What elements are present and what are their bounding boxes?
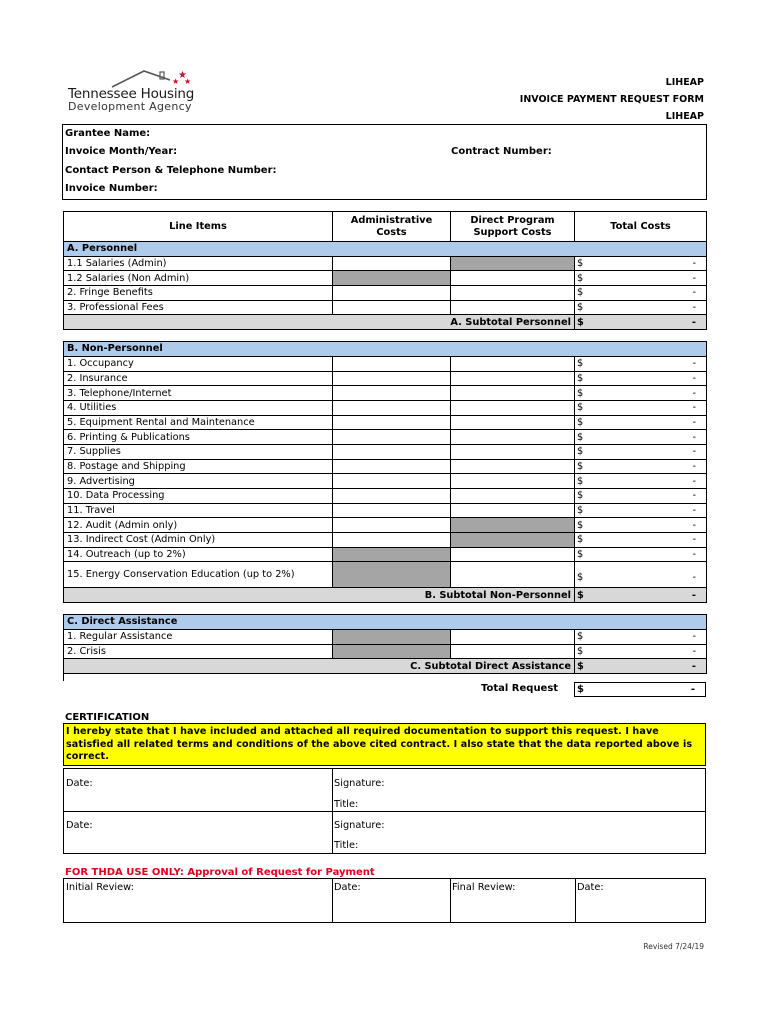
admin-cost-cell — [333, 644, 451, 659]
total-cost-cell[interactable] — [575, 415, 707, 430]
currency-symbol: $ — [577, 490, 584, 502]
signature-field-1[interactable]: Signature: — [334, 778, 385, 789]
admin-cost-cell[interactable] — [333, 533, 451, 548]
admin-cost-cell[interactable] — [333, 503, 451, 518]
admin-cost-cell[interactable] — [333, 286, 451, 301]
total-cost-cell[interactable] — [575, 256, 707, 271]
admin-cost-cell[interactable] — [333, 415, 451, 430]
left-border-rule — [63, 667, 64, 681]
date-field-1[interactable]: Date: — [66, 778, 93, 789]
currency-symbol: $ — [577, 505, 584, 517]
total-cost-cell[interactable] — [575, 474, 707, 489]
total-cost-cell[interactable] — [575, 644, 707, 659]
currency-symbol: $ — [577, 287, 584, 299]
program-cost-cell[interactable] — [451, 386, 575, 401]
table-header-row — [64, 212, 707, 242]
contact-person-label: Contact Person & Telephone Number: — [65, 165, 277, 176]
personnel-subtotal-value[interactable] — [575, 315, 707, 330]
amount-value: - — [692, 416, 696, 428]
title-field-2[interactable]: Title: — [334, 840, 359, 851]
personnel-section-row — [64, 242, 707, 257]
program-cost-cell[interactable] — [451, 415, 575, 430]
header-liheap-bottom: LIHEAP — [665, 111, 704, 122]
personnel-subtotal-label: A. Subtotal Personnel — [64, 315, 575, 330]
line-item-label: 1.2 Salaries (Non Admin) — [64, 271, 333, 286]
signature-field-2[interactable]: Signature: — [334, 820, 385, 831]
amount-value: - — [692, 287, 696, 299]
currency-symbol: $ — [577, 316, 584, 328]
admin-cost-cell — [333, 547, 451, 562]
currency-symbol: $ — [577, 572, 584, 584]
admin-costs-header: Administrative Costs — [333, 212, 451, 242]
contract-number-label: Contract Number: — [451, 146, 552, 157]
table-row — [64, 271, 707, 286]
program-cost-cell[interactable] — [451, 286, 575, 301]
amount-value: - — [692, 490, 696, 502]
program-cost-cell[interactable] — [451, 503, 575, 518]
amount-value: - — [692, 534, 696, 546]
table-row — [64, 533, 707, 548]
program-cost-cell[interactable] — [451, 300, 575, 315]
grantee-name-label: Grantee Name: — [65, 128, 151, 139]
line-item-label: 12. Audit (Admin only) — [64, 518, 333, 533]
line-item-label: 9. Advertising — [64, 474, 333, 489]
amount-value: - — [691, 660, 696, 672]
amount-value: - — [692, 460, 696, 472]
table-row — [64, 256, 707, 271]
total-cost-cell[interactable] — [575, 386, 707, 401]
invoice-month-label: Invoice Month/Year: — [65, 146, 178, 157]
total-cost-cell[interactable] — [575, 430, 707, 445]
line-item-label: 13. Indirect Cost (Admin Only) — [64, 533, 333, 548]
total-request-amount: - — [690, 684, 695, 695]
amount-value: - — [692, 431, 696, 443]
final-review-field[interactable]: Final Review: — [452, 882, 516, 893]
admin-cost-cell[interactable] — [333, 430, 451, 445]
currency-symbol: $ — [577, 258, 584, 270]
total-cost-cell[interactable] — [575, 400, 707, 415]
total-cost-cell[interactable] — [575, 286, 707, 301]
line-item-label: 2. Insurance — [64, 371, 333, 386]
line-item-label: 5. Equipment Rental and Maintenance — [64, 415, 333, 430]
line-item-label: 15. Energy Conservation Education (up to 2%) — [64, 562, 333, 588]
table-row — [64, 644, 707, 659]
thda-divider-2 — [450, 879, 451, 922]
currency-symbol: $ — [577, 519, 584, 531]
line-item-label: 2. Crisis — [64, 644, 333, 659]
amount-value: - — [692, 572, 696, 584]
total-cost-cell[interactable] — [575, 547, 707, 562]
svg-text:★: ★ — [172, 77, 180, 86]
table-row — [64, 356, 707, 371]
thda-divider-1 — [332, 879, 333, 922]
date-field-2[interactable]: Date: — [66, 820, 93, 831]
line-item-label: 7. Supplies — [64, 444, 333, 459]
thda-date-field-1[interactable]: Date: — [334, 882, 361, 893]
line-item-label: 1.1 Salaries (Admin) — [64, 256, 333, 271]
signature-box — [63, 768, 706, 854]
currency-symbol: $ — [577, 358, 584, 370]
currency-symbol: $ — [577, 272, 584, 284]
currency-symbol: $ — [577, 475, 584, 487]
total-cost-cell[interactable] — [575, 629, 707, 644]
program-cost-cell[interactable] — [451, 547, 575, 562]
total-cost-cell[interactable] — [575, 459, 707, 474]
non-personnel-subtotal-label: B. Subtotal Non-Personnel — [64, 588, 575, 603]
line-item-label: 11. Travel — [64, 503, 333, 518]
program-cost-cell[interactable] — [451, 644, 575, 659]
total-cost-cell[interactable] — [575, 562, 707, 588]
direct-assistance-section-title: C. Direct Assistance — [64, 615, 707, 630]
program-cost-cell[interactable] — [451, 629, 575, 644]
admin-cost-cell[interactable] — [333, 371, 451, 386]
program-cost-cell[interactable] — [451, 271, 575, 286]
total-cost-cell[interactable] — [575, 533, 707, 548]
table-row — [64, 629, 707, 644]
amount-value: - — [692, 258, 696, 270]
currency-symbol: $ — [577, 549, 584, 561]
currency-symbol: $ — [577, 460, 584, 472]
currency-symbol: $ — [577, 660, 584, 672]
program-costs-header: Direct Program Support Costs — [451, 212, 575, 242]
program-cost-cell — [451, 256, 575, 271]
admin-cost-cell[interactable] — [333, 256, 451, 271]
program-cost-cell[interactable] — [451, 444, 575, 459]
section-gap — [64, 603, 707, 615]
total-request-label: Total Request — [481, 683, 559, 694]
svg-text:★: ★ — [184, 77, 192, 86]
amount-value: - — [692, 631, 696, 643]
total-cost-cell[interactable] — [575, 444, 707, 459]
table-row — [64, 474, 707, 489]
line-item-label: 4. Utilities — [64, 400, 333, 415]
amount-value: - — [692, 372, 696, 384]
table-row — [64, 547, 707, 562]
thda-date-field-2[interactable]: Date: — [577, 882, 604, 893]
amount-value: - — [692, 549, 696, 561]
non-personnel-subtotal-value[interactable] — [575, 588, 707, 603]
personnel-section-title: A. Personnel — [64, 242, 707, 257]
invoice-number-label: Invoice Number: — [65, 183, 158, 194]
currency-symbol: $ — [577, 589, 584, 601]
header-liheap-top: LIHEAP — [665, 77, 704, 88]
currency-symbol: $ — [577, 534, 584, 546]
header-form-title: INVOICE PAYMENT REQUEST FORM — [519, 94, 704, 105]
table-row — [64, 386, 707, 401]
admin-cost-cell — [333, 629, 451, 644]
line-item-label: 2. Fringe Benefits — [64, 286, 333, 301]
program-cost-cell[interactable] — [451, 356, 575, 371]
amount-value: - — [692, 358, 696, 370]
thda-divider-3 — [575, 879, 576, 922]
program-cost-cell[interactable] — [451, 459, 575, 474]
program-cost-cell[interactable] — [451, 371, 575, 386]
logo-line1: Tennessee Housing — [68, 86, 195, 102]
currency-symbol: $ — [577, 431, 584, 443]
amount-value: - — [692, 302, 696, 314]
total-costs-header: Total Costs — [575, 212, 707, 242]
table-row — [64, 518, 707, 533]
house-roof-icon — [110, 68, 198, 88]
amount-value: - — [692, 272, 696, 284]
non-personnel-section-row — [64, 342, 707, 357]
total-cost-cell[interactable] — [575, 300, 707, 315]
table-row — [64, 371, 707, 386]
program-cost-cell — [451, 518, 575, 533]
certification-title: CERTIFICATION — [65, 712, 150, 723]
line-item-label: 3. Telephone/Internet — [64, 386, 333, 401]
currency-symbol: $ — [577, 402, 584, 414]
admin-cost-cell[interactable] — [333, 400, 451, 415]
thda-approval-box — [63, 878, 706, 923]
direct-assistance-subtotal-row — [64, 659, 707, 674]
table-row — [64, 489, 707, 504]
amount-value: - — [692, 402, 696, 414]
admin-cost-cell[interactable] — [333, 489, 451, 504]
table-row — [64, 286, 707, 301]
thda-use-only-title: FOR THDA USE ONLY: Approval of Request for Payment — [65, 867, 375, 878]
currency-symbol: $ — [577, 446, 584, 458]
admin-cost-cell[interactable] — [333, 300, 451, 315]
admin-cost-cell[interactable] — [333, 444, 451, 459]
amount-value: - — [692, 446, 696, 458]
program-cost-cell[interactable] — [451, 562, 575, 588]
line-item-label: 10. Data Processing — [64, 489, 333, 504]
table-row — [64, 503, 707, 518]
section-gap — [64, 330, 707, 342]
amount-value: - — [691, 589, 696, 601]
amount-value: - — [692, 519, 696, 531]
program-cost-cell[interactable] — [451, 400, 575, 415]
initial-review-field[interactable]: Initial Review: — [66, 882, 134, 893]
certification-statement: I hereby state that I have included and attached all required documentation to support this request. I have satisfied all related terms and conditions of the above cited contract. I also state that the data reported above is correct. — [63, 723, 706, 766]
non-personnel-subtotal-row — [64, 588, 707, 603]
line-item-label: 6. Printing & Publications — [64, 430, 333, 445]
signature-row-divider — [64, 811, 705, 812]
table-row — [64, 300, 707, 315]
table-row — [64, 459, 707, 474]
total-cost-cell[interactable] — [575, 356, 707, 371]
logo-line2: Development Agency — [68, 100, 192, 113]
program-cost-cell — [451, 533, 575, 548]
table-row — [64, 415, 707, 430]
total-cost-cell[interactable] — [575, 518, 707, 533]
non-personnel-section-title: B. Non-Personnel — [64, 342, 707, 357]
section-gap-cell — [64, 330, 707, 342]
program-cost-cell[interactable] — [451, 430, 575, 445]
direct-assistance-subtotal-label: C. Subtotal Direct Assistance — [64, 659, 575, 674]
line-item-label: 3. Professional Fees — [64, 300, 333, 315]
admin-cost-cell[interactable] — [333, 459, 451, 474]
currency-symbol: $ — [577, 302, 584, 314]
budget-table — [63, 211, 707, 674]
line-item-label: 1. Occupancy — [64, 356, 333, 371]
amount-value: - — [692, 475, 696, 487]
revised-date: Revised 7/24/19 — [643, 942, 704, 951]
admin-cost-cell[interactable] — [333, 518, 451, 533]
currency-symbol: $ — [577, 416, 584, 428]
direct-assistance-subtotal-value[interactable] — [575, 659, 707, 674]
amount-value: - — [691, 316, 696, 328]
total-cost-cell[interactable] — [575, 371, 707, 386]
direct-assistance-section-row — [64, 615, 707, 630]
grantee-info-box — [62, 124, 707, 200]
amount-value: - — [692, 645, 696, 657]
table-row — [64, 400, 707, 415]
admin-cost-cell[interactable] — [333, 474, 451, 489]
currency-symbol: $ — [577, 631, 584, 643]
currency-symbol: $ — [577, 387, 584, 399]
personnel-subtotal-row — [64, 315, 707, 330]
section-gap-cell — [64, 603, 707, 615]
program-cost-cell[interactable] — [451, 474, 575, 489]
amount-value: - — [692, 387, 696, 399]
total-request-currency: $ — [577, 684, 584, 695]
admin-cost-cell[interactable] — [333, 356, 451, 371]
line-item-label: 14. Outreach (up to 2%) — [64, 547, 333, 562]
line-items-header: Line Items — [64, 212, 333, 242]
table-row — [64, 444, 707, 459]
total-cost-cell[interactable] — [575, 489, 707, 504]
total-cost-cell[interactable] — [575, 271, 707, 286]
line-item-label: 1. Regular Assistance — [64, 629, 333, 644]
amount-value: - — [692, 505, 696, 517]
admin-cost-cell — [333, 271, 451, 286]
program-cost-cell[interactable] — [451, 489, 575, 504]
total-cost-cell[interactable] — [575, 503, 707, 518]
admin-cost-cell — [333, 562, 451, 588]
svg-text:★: ★ — [178, 70, 187, 81]
title-field-1[interactable]: Title: — [334, 799, 359, 810]
thda-logo — [66, 68, 206, 112]
table-row — [64, 430, 707, 445]
total-request-value[interactable] — [574, 682, 706, 697]
admin-cost-cell[interactable] — [333, 386, 451, 401]
currency-symbol: $ — [577, 645, 584, 657]
table-row — [64, 562, 707, 588]
currency-symbol: $ — [577, 372, 584, 384]
line-item-label: 8. Postage and Shipping — [64, 459, 333, 474]
